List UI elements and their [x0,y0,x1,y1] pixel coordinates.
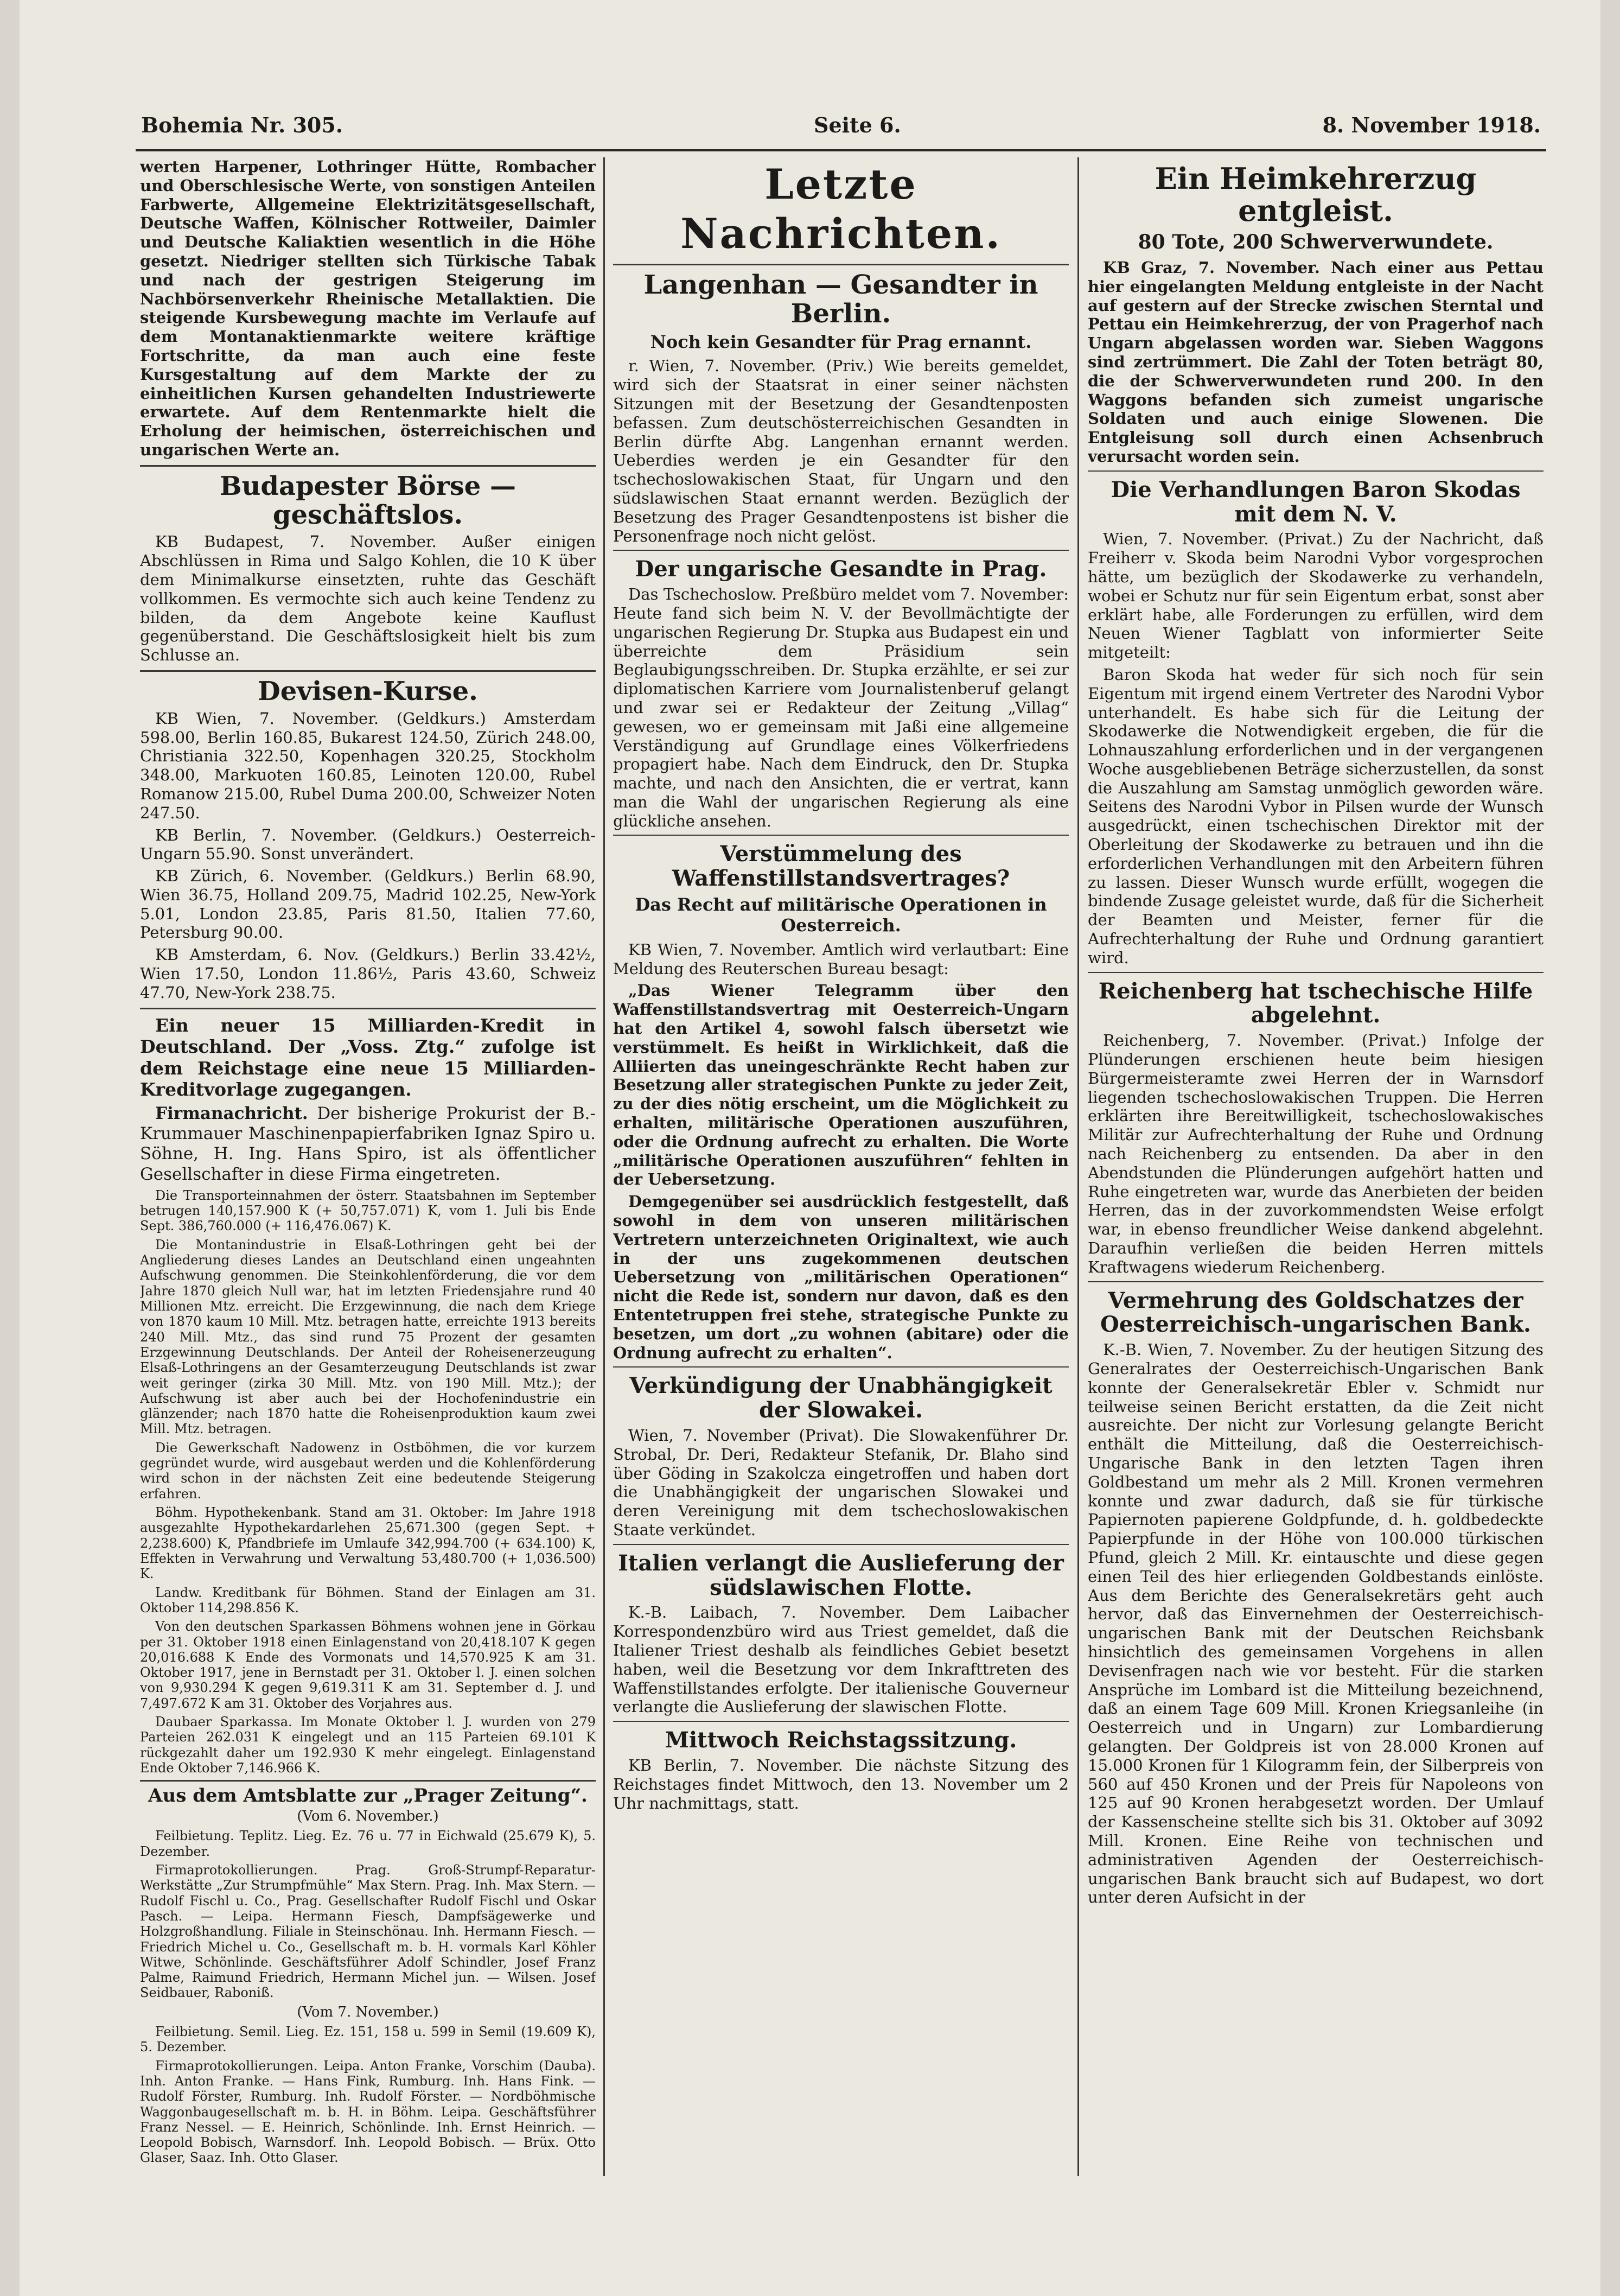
scan-edge-left [0,0,20,2296]
note-hypothekenbank: Böhm. Hypothekenbank. Stand am 31. Oktober: Im Jahre 1918 ausgezahlte Hypothekardarlehen 25,671.300 (gegen Sept. + 2,238.600) K, Pfandbriefe im Umlaufe 342,994.700 (+ 634.100) K, Effekten in Verwahrung und Verwaltung 53,480.700 (+ 1,036.500) K. [140,1505,596,1582]
devisen-wien: KB Wien, 7. November. (Geldkurs.) Amsterdam 598.00, Berlin 160.85, Bukarest 124.50, Zürich 248.00, Christiania 322.50, Kopenhagen 320.25, Stockholm 348.00, Markuoten 160.85, Leinoten 120.00, Rubel Romanow 215.00, Rubel Duma 200.00, Schweizer Noten 247.50. [140,709,596,822]
note-transporteinnahmen: Die Transporteinnahmen der österr. Staatsbahnen im September betrugen 140,157.900 K (+ 50,757.071) K, vom 1. Juli bis Ende Sept. 386,760.000 (+ 116,476.067) K. [140,1187,596,1234]
divider [140,465,596,467]
headline-slowakei: Verkündigung der Unabhängigkeit der Slowakei. [629,1373,1053,1423]
article-slowakei: Wien, 7. November (Privat). Die Slowakenführer Dr. Strobal, Dr. Deri, Redakteur Stefanik, Dr. Blaho sind über Göding in Szakolcza eingetroffen und haben dort die Unabhängigkeit der ungarischen Slowakei und deren Vereinigung mit dem tschechoslowakischen Staate verkündet. [613,1426,1069,1539]
headline-budapest-boerse: Budapester Börse — geschäftslos. [219,470,516,530]
headline-goldschatz: Vermehrung des Goldschatzes der Oesterreichisch-ungarischen Bank. [1100,1287,1531,1338]
page-number: Seite 6. [814,113,901,137]
section-title-letzte-nachrichten: Letzte Nachrichten. [680,160,1002,258]
devisen-amsterdam: KB Amsterdam, 6. Nov. (Geldkurs.) Berlin 33.42½, Wien 17.50, London 11.86½, Paris 43.60, Schweiz 47.70, New-York 238.75. [140,945,596,1002]
amtsblatt-date-2: (Vom 7. November.) [297,2004,439,2020]
subheadline-heimkehrerzug: 80 Tote, 200 Schwerverwundete. [1138,230,1494,253]
note-daubaer-sparkassa: Daubaer Sparkassa. Im Monate Oktober l. J. wurden von 279 Parteien 262.031 K eingelegt und an 115 Parteien 69.101 K rückgezahlt daher um 192.930 K mehr eingelegt. Einlagenstand Ende Oktober 7,146.966 K. [140,1714,596,1776]
devisen-zuerich: KB Zürich, 6. November. (Geldkurs.) Berlin 68.90, Wien 36.75, Holland 209.75, Madrid 102.25, New-York 5.01, London 23.85, Paris 81.50, Italien 77.60, Petersburg 90.00. [140,867,596,942]
headline-kredit: Ein neuer 15 Milliarden-Kredit in Deutschland. [140,1014,596,1058]
headline-flotte: Italien verlangt die Auslieferung der südslawischen Flotte. [618,1550,1064,1600]
article-langenhan: r. Wien, 7. November. (Priv.) Wie bereits gemeldet, wird sich der Staatsrat in einer seiner nächsten Sitzungen mit der Besetzung der Gesandtenposten befassen. Zum deutschösterreichischen Gesandten in Berlin dürfte Abg. Langenhan ernannt werden. Ueberdies werden je ein Gesandter für den tschechoslowakischen Staat, für Ungarn und den südslawischen Staat ernannt werden. Bezüglich der Besetzung des Prager Gesandtenpostens ist bisher die Personenfrage noch nicht gelöst. [613,357,1069,545]
divider [613,264,1069,265]
column-divider-1 [603,157,605,2176]
headline-firmanachricht: Firmanachricht. [155,1104,308,1124]
article-skoda-1: Wien, 7. November. (Privat.) Zu der Nachricht, daß Freiherr v. Skoda beim Narodni Vybor vorgesprochen hätte, um bezüglich der Skodawerke zu verhandeln, wobei er Schutz nur für sein Eigentum erbat, sonst aber erklärt habe, alle Forderungen zu erfüllen, wird dem Neuen Wiener Tagblatt von informierter Seite mitgeteilt: [1088,530,1544,662]
divider [1088,972,1544,973]
header-rule [136,149,1546,151]
amtsblatt-entry: Feilbietung. Semil. Lieg. Ez. 151, 158 u. 599 in Semil (19.609 K), 5. Dezember. [140,2024,596,2055]
divider [613,835,1069,836]
article-waffenstillstand-3: Demgegenüber sei ausdrücklich festgestellt, daß sowohl in dem von unseren militärischen Vertretern unterzeichneten Originaltext, wie auch in der uns zugekommenen deutschen Uebersetzung von „militärischen Operationen“ nicht die Rede ist, sondern nur davon, daß es den Ententetruppen frei stehe, strategische Punkte zu besetzen, um dort „zu wohnen (abitare) oder die Ordnung aufrecht zu erhalten“. [613,1192,1069,1362]
column-right [1088,157,1544,2198]
issue-date: 8. November 1918. [1322,113,1541,137]
subheadline-langenhan: Noch kein Gesandter für Prag ernannt. [650,331,1032,352]
headline-reichstagssitzung: Mittwoch Reichstagssitzung. [665,1727,1017,1753]
article-flotte: K.-B. Laibach, 7. November. Dem Laibacher Korrespondenzbüro wird aus Triest gemeldet, daß die Italiener Triest deshalb als feindliches Gebiet besetzt haben, weil die Besetzung vor dem Inkrafttreten des Waffenstillstandes erfolgte. Der italienische Gouverneur verlangte die Auslieferung der slawischen Flotte. [613,1603,1069,1716]
page-header [141,113,1541,145]
market-report-intro: werten Harpener, Lothringer Hütte, Rombacher und Oberschlesische Werte, von sonstigen Anteilen Farbwerte, Allgemeine Elektrizitätsgesellschaft, Deutsche Waffen, Kölnischer Rottweiler, Daimler und Deutsche Kaliaktien wesentlich in die Höhe gesetzt. Niedriger stellten sich Türkische Tabak und nach der gestrigen Steigerung im Nachbörsenverkehr Rheinische Metallaktien. Die steigende Kursbewegung machte im Verlaufe auf dem Montanaktienmarkte weitere kräftige Fortschritte, da man auch eine feste Kursgestaltung auf dem Markte der zu einheitlichen Kursen gehandelten Industriewerte erwartete. Auf dem Rentenmarkte hielt die Erholung der heimischen, österreichischen und ungarischen Werte an. [140,157,596,459]
divider [613,550,1069,551]
article-waffenstillstand-1: KB Wien, 7. November. Amtlich wird verlautbart: Eine Meldung des Reuterschen Bureau besagt: [613,940,1069,978]
headline-amtsblatt: Aus dem Amtsblatte zur „Prager Zeitung“. [140,1780,596,1807]
headline-waffenstillstand: Verstümmelung des Waffenstillstandsvertrages? [672,841,1010,892]
subheadline-waffenstillstand: Das Recht auf militärische Operationen in Oesterreich. [635,894,1047,936]
headline-ungarischer-gesandter: Der ungarische Gesandte in Prag. [635,556,1047,582]
divider [1088,1281,1544,1282]
divider [140,1008,596,1009]
headline-skoda: Die Verhandlungen Baron Skodas mit dem N. V. [1111,476,1521,527]
article-skoda-2: Baron Skoda hat weder für sich noch für sein Eigentum mit irgend einem Vertreter des Narodni Vybor unterhandelt. Es habe sich für die Leitung der Skodawerke die Notwendigkeit ergeben, die für die Lohnauszahlung erforderlichen und in der vergangenen Woche ausgebliebenen Beträge sicherzustellen, da sonst die Auszahlung am Samstag unmöglich geworden wäre. Seitens des Narodni Vybor in Pilsen wurde der Wunsch ausgedrückt, einen tschechischen Direktor mit der Oberleitung der Skodawerke zu betrauen und ihn die erforderlichen Verhandlungen mit den Arbeitern führen zu lassen. Dieser Wunsch wurde erfüllt, wogegen die bindende Zusage geleistet wurde, daß für die Sicherheit der Beamten und Meister, ferner für die Aufrechterhaltung der Ruhe und Ordnung garantiert wird. [1088,665,1544,967]
note-montanindustrie: Die Montanindustrie in Elsaß-Lothringen geht bei der Angliederung dieses Landes an Deutschland einen ungeahnten Aufschwung genommen. Die Steinkohlenförderung, die vor dem Jahre 1870 gleich Null war, hat im letzten Friedensjahre rund 40 Millionen Mtz. erreicht. Die Erzgewinnung, die nach dem Kriege von 1870 kaum 10 Mill. Mtz. betragen hatte, erreichte 1913 bereits 240 Mill. Mtz., das sind rund 75 Prozent der gesamten Erzgewinnung Deutschlands. Der Anteil der Roheisenerzeugung Elsaß-Lothringens an der Gesamterzeugung Deutschlands ist zwar weit geringer (zirka 30 Mill. Mtz. von 190 Mill. Mtz.); der Aufschwung ist aber auch bei der Hochofenindustrie ein glänzender; nach 1870 hatte die Roheisenproduktion kaum zwei Mill. Mtz. betragen. [140,1237,596,1437]
headline-reichenberg: Reichenberg hat tschechische Hilfe abgelehnt. [1098,978,1533,1028]
note-nadowenz: Die Gewerkschaft Nadowenz in Ostböhmen, die vor kurzem gegründet wurde, wird ausgebaut werden und die Kohlenförderung wird schon in der nächsten Zeit eine bedeutende Steigerung erfahren. [140,1440,596,1502]
divider [140,670,596,672]
headline-heimkehrerzug: Ein Heimkehrerzug entgleist. [1155,161,1477,228]
article-waffenstillstand-2: „Das Wiener Telegramm über den Waffenstillstandsvertrag mit Oesterreich-Ungarn hat den Artikel 4, sowohl falsch übersetzt wie verstümmelt. Es heißt in Wirklichkeit, daß die Alliierten das uneingeschränkte Recht haben zur Besetzung aller strategischen Punkte zu jeder Zeit, zu der dies nötig erscheint, um die Möglichkeit zu erhalten, militärische Operationen auszuführen, oder die Ordnung aufrecht zu erhalten. Die Worte „militärische Operationen auszuführen“ fehlten in der Uebersetzung. [613,981,1069,1189]
amtsblatt-entry: Firmaprotokollierungen. Leipa. Anton Franke, Vorschim (Dauba). Inh. Anton Franke. — Hans Fink, Rumburg. Inh. Hans Fink. — Rudolf Förster, Rumburg. Inh. Rudolf Förster. — Nordböhmische Waggonbaugesellschaft m. b. H. in Böhm. Leipa. Geschäftsführer Franz Nessel. — E. Heinrich, Schönlinde. Inh. Ernst Heinrich. — Leopold Bobisch, Warnsdorf. Inh. Leopold Bobisch. — Brüx. Otto Glaser, Saaz. Inh. Otto Glaser. [140,2058,596,2166]
column-middle [613,157,1069,2198]
note-sparkassen: Von den deutschen Sparkassen Böhmens wohnen jene in Görkau per 31. Oktober 1918 einen Einlagenstand von 20,418.107 K gegen 20,016.688 K Ende des Vormonats und 14,570.925 K am 31. Oktober 1917, jene in Bernstadt per 31. Oktober l. J. einen solchen von 9,930.294 K gegen 9,619.311 K am 31. September d. J. und 7,497.672 K am 31. Oktober des Vorjahres aus. [140,1619,596,1711]
note-kreditbank: Landw. Kreditbank für Böhmen. Stand der Einlagen am 31. Oktober 114,298.856 K. [140,1585,596,1616]
article-reichstagssitzung: KB Berlin, 7. November. Die nächste Sitzung des Reichstages findet Mittwoch, den 13. November um 2 Uhr nachmittags, statt. [613,1756,1069,1812]
amtsblatt-date-1: (Vom 6. November.) [297,1808,439,1825]
article-heimkehrerzug: KB Graz, 7. November. Nach einer aus Pettau hier eingelangten Meldung entgleiste in der Nacht auf gestern auf der Strecke zwischen Sterntal und Pettau ein Heimkehrerzug, der von Pragerhof nach Ungarn abgelassen worden war. Sieben Waggons sind zertrümmert. Die Zahl der Toten beträgt 80, die der Schwerverwundeten rund 200. In den Waggons befanden sich zumeist ungarische Soldaten und auch einige Slowenen. Die Entgleisung soll durch einen Achsenbruch verursacht worden sein. [1088,258,1544,466]
article-goldschatz: K.-B. Wien, 7. November. Zu der heutigen Sitzung des Generalrates der Oesterreichisch-Ungarischen Bank konnte der Generalsekretär Ebler v. Schmidt nur teilweise seinen Bericht erstatten, da die Zeit nicht ausreichte. Der nicht zur Vorlesung gelangte Bericht enthält die Mitteilung, daß die Oesterreichisch-Ungarische Bank in den letzten Tagen ihren Goldbestand um mehr als 2 Mill. Kronen vermehren konnte und zwar dadurch, daß sie für türkische Papiernoten papierene Goldpfunde, d. h. goldbedeckte Papierpfunde in der Höhe von 100.000 türkischen Pfund, gleich 2 Mill. Kr. eintauschte und diese gegen einen Teil des hier erliegenden Goldbestands einlöste. Aus dem Berichte des Generalsekretärs geht auch hervor, daß das Einvernehmen der Oesterreichisch-ungarischen Bank mit der Deutschen Reichsbank hinsichtlich des gemeinsamen Vorgehens in allen Devisenfragen nach wie vor besteht. Für die starken Ansprüche im Lombard ist die Mitteilung bezeichnend, daß an einem Tage 609 Mill. Kronen Kriegsanleihe (in Oesterreich und in Ungarn) zur Lombardierung gelangten. Der Goldpreis ist von 28.000 Kronen auf 15.000 Kronen für 1 Kilogramm fein, der Silberpreis von 560 auf 450 Kronen und der Preis für Napoleons von 125 auf 90 Kronen herabgesetzt worden. Der Umlauf der Kassenscheine stellte sich bis 31. Oktober auf 3092 Mill. Kronen. Eine Reihe von technischen und administrativen Agenden der Oesterreichisch-ungarischen Bank braucht sich auf Budapest, wo dort unter deren Aufsicht in der [1088,1340,1544,1907]
scan-edge-right [1600,0,1620,2296]
amtsblatt-entry: Feilbietung. Teplitz. Lieg. Ez. 76 u. 77 in Eichwald (25.679 K), 5. Dezember. [140,1828,596,1859]
headline-devisen-kurse: Devisen-Kurse. [258,676,478,707]
article-reichenberg: Reichenberg, 7. November. (Privat.) Infolge der Plünderungen erschienen heute beim hiesigen Bürgermeisteramte zwei Herren der in Warnsdorf liegenden tschechoslowakischen Truppen. Die Herren erklärten ihre Bereitwilligkeit, tschechoslowakisches Militär zur Aufrechterhaltung der Ruhe und Ordnung nach Reichenberg zu entsenden. Da aber in den Abendstunden die Plünderungen aufgehört hatten und Ruhe eingetreten war, wurde das Anerbieten der beiden Herren, das in der zuvorkommendsten Weise erfolgt war, in ebenso freundlicher Weise dankend abgelehnt. Daraufhin verließen die beiden Herren mittels Kraftwagens wiederum Reichenberg. [1088,1031,1544,1276]
divider [613,1544,1069,1545]
divider [613,1721,1069,1722]
article-firmanachricht: Der bisherige Prokurist der B.-Krummauer Maschinenpapierfabriken Ignaz Spiro u. Söhne, H. Ing. Hans Spiro, ist als öffentlicher Gesellschafter in diese Firma eingetreten. [140,1104,596,1184]
masthead-issue: Bohemia Nr. 305. [141,113,343,137]
article-ungarischer-gesandter: Das Tschechoslow. Preßbüro meldet vom 7. November: Heute fand sich beim N. V. der Bevollmächtigte der ungarischen Regierung Dr. Stupka aus Budapest ein und überreichte dem Präsidium sein Beglaubigungsschreiben. Dr. Stupka erzählte, er sei zur diplomatischen Karriere vom Journalistenberuf gelangt und zwar sei er Redakteur der Zeitung „Villag“ gewesen, wo er gemeinsam mit Jaßi eine allgemeine Verständigung auf Grundlage eines Völkerfriedens propagiert habe. Nach dem Eindruck, den Dr. Stupka machte, und nach den Ansichten, die er vertrat, kann man die Wahl der ungarischen Regierung als eine glückliche ansehen. [613,585,1069,830]
divider [613,1366,1069,1368]
article-budapest-boerse: KB Budapest, 7. November. Außer einigen Abschlüssen in Rima und Salgo Kohlen, die 10 K über dem Minimalkurse einsetzten, ruhte das Geschäft vollkommen. Es vermochte sich auch keine Tendenz zu bilden, da dem Angebote keine Kauflust gegenüberstand. Die Geschäftslosigkeit hielt bis zum Schlusse an. [140,532,596,665]
column-left [140,157,596,2198]
amtsblatt-entry: Firmaprotokollierungen. Prag. Groß-Strumpf-Reparatur-Werkstätte „Zur Strumpfmühle“ Max Stern. Prag. Inh. Max Stern. — Rudolf Fischl u. Co., Prag. Gesellschafter Rudolf Fischl und Oskar Pasch. — Leipa. Hermann Fiesch, Dampfsägewerke und Holzgroßhandlung. Filiale in Steinschönau. Inh. Hermann Fiesch. — Friedrich Michel u. Co., Gesellschaft m. b. H. vormals Karl Köhler Witwe, Schönlinde. Geschäftsführer Adolf Schindler, Josef Franz Palme, Raimund Friedrich, Hermann Michel jun. — Wilsen. Josef Seidbauer, Raboniß. [140,1862,596,2001]
headline-langenhan: Langenhan — Gesandter in Berlin. [643,270,1038,329]
column-divider-2 [1077,157,1079,2176]
article-kredit: Der „Voss. Ztg.“ zufolge ist dem Reichstage eine neue 15 Milliarden-Kreditvorlage zugegangen. [140,1036,596,1101]
divider [1088,470,1544,472]
devisen-berlin: KB Berlin, 7. November. (Geldkurs.) Oesterreich-Ungarn 55.90. Sonst unverändert. [140,825,596,863]
